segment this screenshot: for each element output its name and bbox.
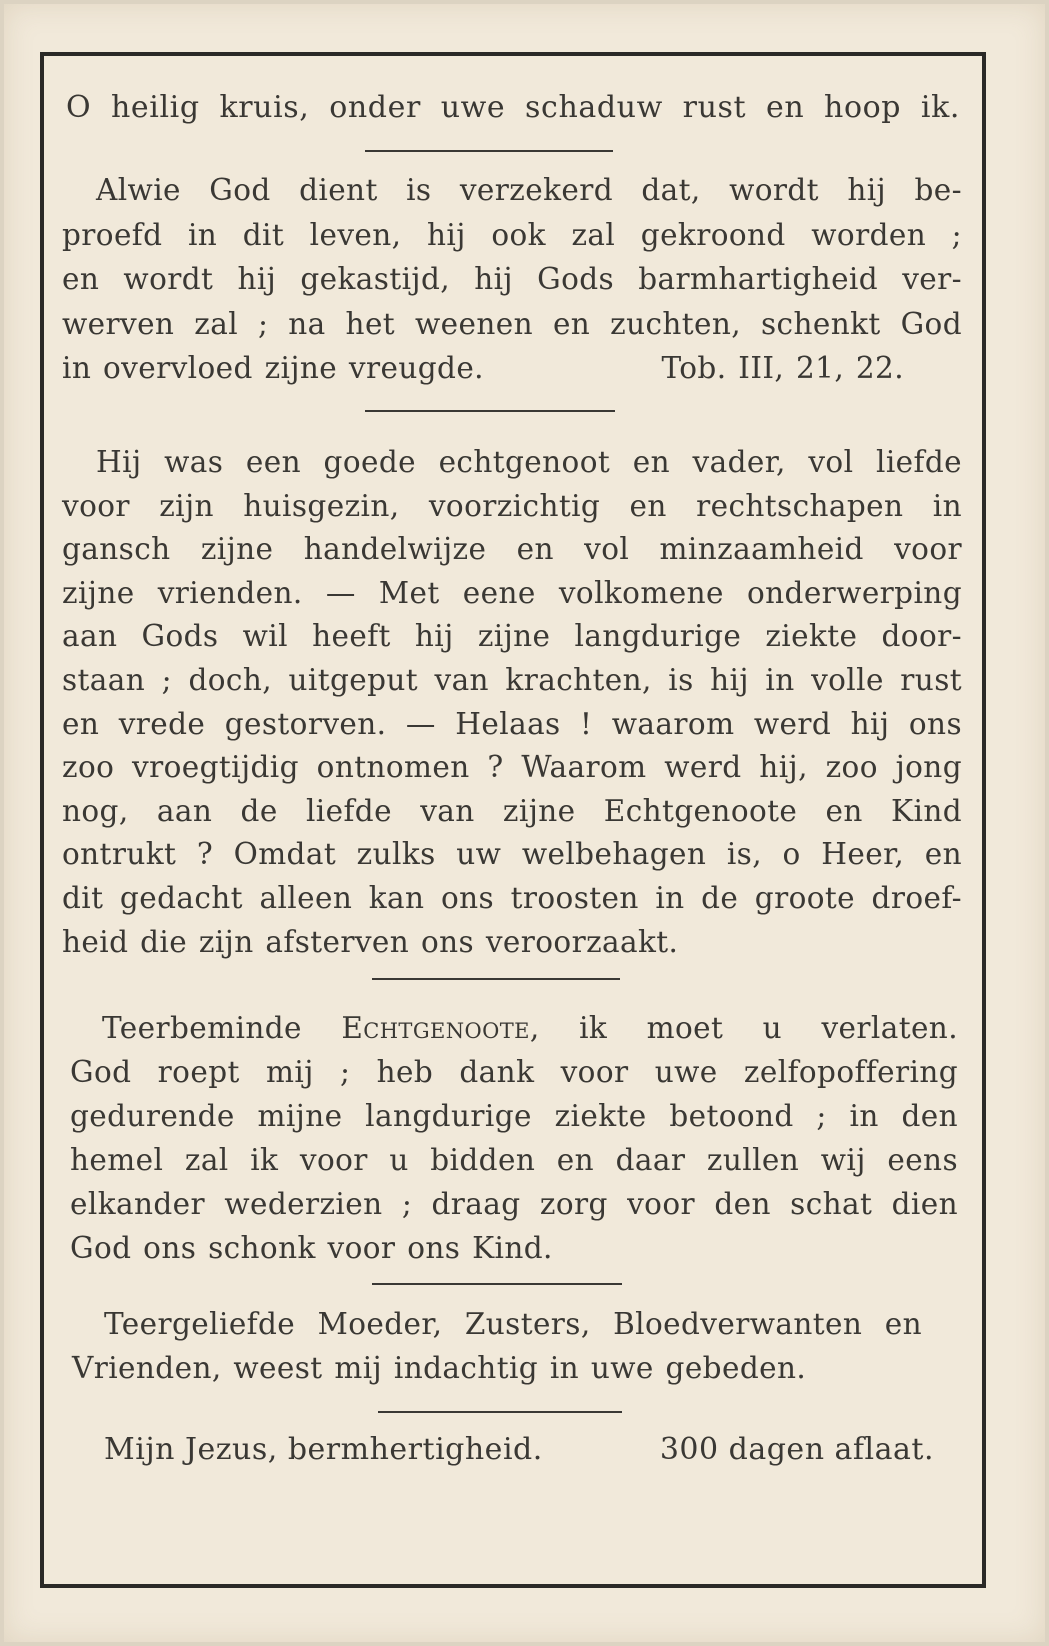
tribute-line: staan ; doch, uitgeput van krachten, is hij in volle rust (62, 662, 962, 697)
request-line: Teergeliefde Moeder, Zusters, Bloedverwanten en (104, 1307, 922, 1341)
tribute-line: dit gedacht alleen kan ons troosten in de groote droef- (62, 880, 962, 915)
closing-indulgence: 300 dagen aflaat. (659, 1432, 934, 1467)
divider-5 (378, 1411, 622, 1413)
closing-line (104, 1428, 934, 1472)
scripture-line: werven zal ; na het weenen en zuchten, schenkt God (62, 306, 962, 341)
farewell-first-line (70, 1006, 958, 1050)
tribute-line: gansch zijne handelwijze en vol minzaamheid voor (62, 532, 962, 567)
tribute-line: zoo vroegtijdig ontnomen ? Waarom werd hij, zoo jong (62, 750, 962, 785)
divider-4 (372, 1283, 622, 1285)
farewell-line: elkander wederzien ; draag zorg voor den schat dien (70, 1187, 958, 1221)
farewell-line: gedurende mijne langdurige ziekte betoond ; in den (70, 1099, 958, 1133)
scripture-paragraph (62, 168, 962, 391)
tribute-line: voor zijn huisgezin, voorzichtig en rechtschapen in (62, 488, 962, 523)
tribute-line: en vrede gestorven. — Helaas ! waarom werd hij ons (62, 706, 962, 741)
opening-line: O heilig kruis, onder uwe schaduw rust en hoop ik. (66, 90, 960, 125)
tribute-paragraph (62, 441, 962, 964)
farewell-first-suffix: , ik moet u verlaten. (529, 1011, 958, 1045)
farewell-line: hemel zal ik voor u bidden en daar zullen wij eens (70, 1143, 958, 1177)
farewell-last-line: God ons schonk voor ons Kind. (70, 1231, 553, 1265)
tribute-line: aan Gods wil heeft hij zijne langdurige ziekte door- (62, 619, 962, 654)
request-last-line: Vrienden, weest mij indachtig in uwe gebeden. (72, 1351, 807, 1385)
tribute-line: Hij was een goede echtgenoot en vader, vol liefde (96, 445, 962, 479)
scripture-reference: Tob. III, 21, 22. (661, 351, 904, 385)
tribute-line: ontrukt ? Omdat zulks uw welbehagen is, o Heer, en (62, 837, 962, 872)
scripture-line: proefd in dit leven, hij ook zal gekroond worden ; (62, 217, 962, 252)
tribute-line: nog, aan de liefde van zijne Echtgenoote en Kind (62, 793, 962, 828)
farewell-paragraph (70, 1006, 958, 1270)
farewell-line: God roept mij ; heb dank voor uwe zelfopoffering (70, 1055, 958, 1089)
tribute-last-line: heid die zijn afsterven ons veroorzaakt. (62, 924, 679, 959)
scripture-last-line: in overvloed zijne vreugde. (62, 351, 484, 385)
scripture-line: Alwie God dient is verzekerd dat, wordt hij be- (96, 173, 962, 207)
tribute-line: zijne vrienden. — Met eene volkomene onderwerping (62, 575, 962, 610)
scripture-last-row (62, 346, 962, 391)
closing-prayer: Mijn Jezus, bermhertigheid. (104, 1432, 543, 1467)
farewell-addressee-prefix: Teerbeminde (102, 1011, 302, 1045)
farewell-addressee-smallcaps: Echtgenoote (341, 1011, 530, 1045)
divider-2 (365, 410, 615, 412)
request-paragraph (72, 1302, 922, 1390)
scripture-line: en wordt hij gekastijd, hij Gods barmhartigheid ver- (62, 262, 962, 296)
divider-3 (372, 978, 620, 980)
divider-1 (365, 150, 613, 152)
